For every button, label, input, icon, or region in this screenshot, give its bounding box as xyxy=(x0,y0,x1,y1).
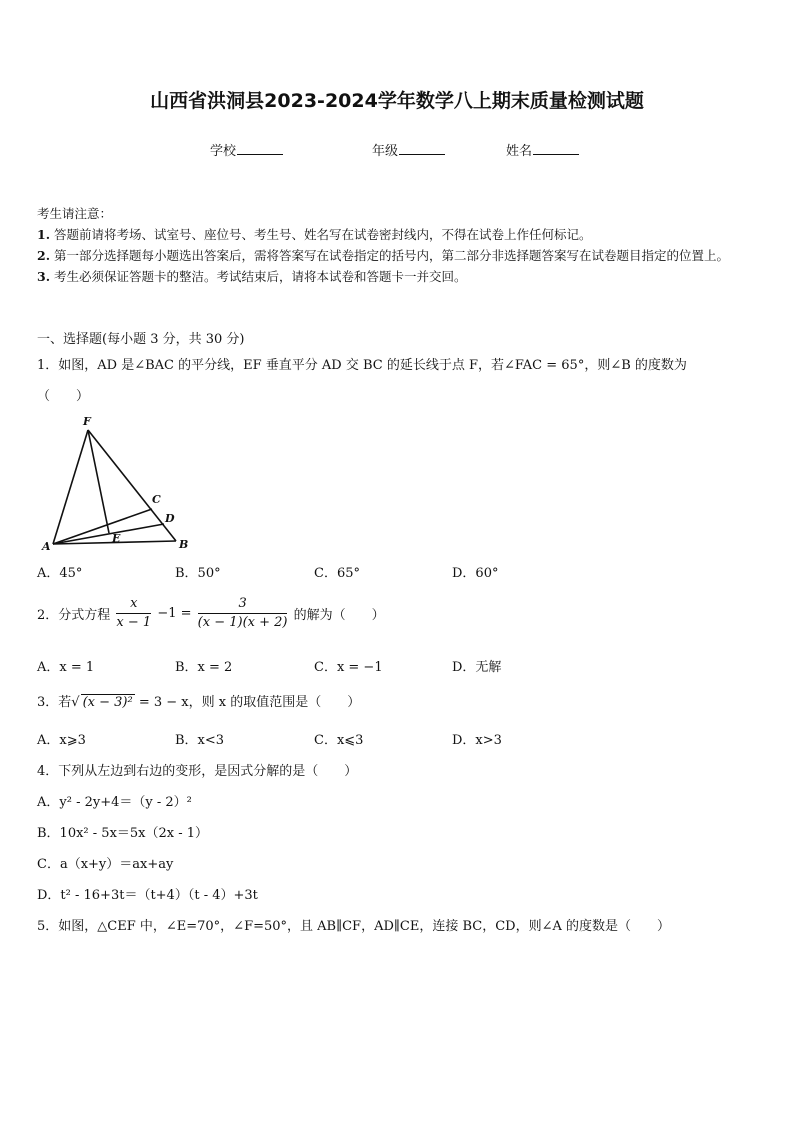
q3-suffix: = 3 − x，则 x 的取值范围是（ ） xyxy=(138,695,361,710)
q3-option-a[interactable]: A．x⩾3 xyxy=(37,733,86,748)
segment-ac xyxy=(53,509,152,544)
name-blank[interactable] xyxy=(533,142,579,155)
q1-option-d[interactable]: D．60° xyxy=(452,566,499,581)
school-blank[interactable] xyxy=(237,142,283,155)
q2-suffix: 的解为（ ） xyxy=(293,608,385,623)
segment-af xyxy=(53,430,88,544)
note-num: 1. xyxy=(37,227,51,242)
label-f: F xyxy=(83,415,91,428)
q2-prefix: 2．分式方程 xyxy=(37,608,111,623)
note-item-1 xyxy=(37,224,762,245)
label-d: D xyxy=(165,512,175,525)
q3-option-d[interactable]: D．x>3 xyxy=(452,733,502,748)
note-num: 2. xyxy=(37,248,51,263)
q4-option-a[interactable]: A．y² - 2y+4＝（y - 2）² xyxy=(37,795,192,810)
note-text: 第一部分选择题每小题选出答案后，需将答案写在试卷指定的括号内，第二部分非选择题答案写在试卷题目指定的位置上。 xyxy=(54,248,730,263)
name-field[interactable] xyxy=(506,140,579,159)
question-5-stem: 5．如图，△CEF 中，∠E=70°，∠F=50°，且 AB∥CF，AD∥CE，连接 BC，CD，则∠A 的度数是（ ） xyxy=(37,919,670,934)
note-item-2 xyxy=(37,245,762,266)
name-label: 姓名 xyxy=(506,144,533,159)
q4-option-d[interactable]: D．t² - 16+3t＝（t+4）（t - 4）+3t xyxy=(37,888,258,903)
q3-prefix: 3．若 xyxy=(37,695,72,710)
section-heading: 一、选择题(每小题 3 分，共 30 分) xyxy=(37,332,245,347)
q3-option-b[interactable]: B．x<3 xyxy=(175,733,225,748)
q3-option-c[interactable]: C．x⩽3 xyxy=(314,733,364,748)
question-2-stem xyxy=(37,596,385,631)
label-e: E xyxy=(112,532,121,545)
q4-option-c[interactable]: C．a（x+y）＝ax+ay xyxy=(37,857,174,872)
q1-option-a[interactable]: A．45° xyxy=(37,566,83,581)
q2-option-d[interactable]: D．无解 xyxy=(452,660,502,675)
grade-label: 年级 xyxy=(372,144,399,159)
label-a: A xyxy=(42,540,51,552)
school-label: 学校 xyxy=(210,144,237,159)
school-field[interactable] xyxy=(210,140,283,159)
question-1-stem: 1．如图，AD 是∠BAC 的平分线，EF 垂直平分 AD 交 BC 的延长线于点 F，若∠FAC = 65°，则∠B 的度数为 xyxy=(37,358,687,373)
q2-option-b[interactable]: B．x = 2 xyxy=(175,660,233,675)
q2-mid: −1 = xyxy=(157,606,192,621)
note-num: 3. xyxy=(37,269,51,284)
note-item-3 xyxy=(37,266,762,287)
page-title: 山西省洪洞县2023-2024学年数学八上期末质量检测试题 xyxy=(150,90,644,112)
exam-notes xyxy=(37,203,762,287)
grade-blank[interactable] xyxy=(399,142,445,155)
q2-option-c[interactable]: C．x = −1 xyxy=(314,660,383,675)
q1-option-c[interactable]: C．65° xyxy=(314,566,360,581)
note-text: 考生必须保证答题卡的整洁。考试结束后，请将本试卷和答题卡一并交回。 xyxy=(54,269,467,284)
q2-option-a[interactable]: A．x = 1 xyxy=(37,660,95,675)
question-1-paren: （ ） xyxy=(37,389,90,404)
notes-header: 考生请注意： xyxy=(37,206,113,221)
q3-radical: (x − 3)² xyxy=(82,695,133,710)
note-text: 答题前请将考场、试室号、座位号、考生号、姓名写在试卷密封线内，不得在试卷上作任何标记。 xyxy=(54,227,592,242)
question-4-stem: 4．下列从左边到右边的变形，是因式分解的是（ ） xyxy=(37,764,358,779)
label-b: B xyxy=(179,538,189,551)
question-3-stem xyxy=(37,691,360,710)
q4-option-b[interactable]: B．10x² - 5x＝5x（2x - 1） xyxy=(37,826,209,841)
radical-icon: √ xyxy=(71,695,80,710)
q1-option-b[interactable]: B．50° xyxy=(175,566,221,581)
grade-field[interactable] xyxy=(372,140,445,159)
q2-fraction-left: $\frac{x}{x - 1}$ xyxy=(116,596,152,630)
question-1-figure xyxy=(40,412,196,552)
q2-fraction-right: $\frac{3}{(x - 1)(x + 2)}$ xyxy=(197,596,288,630)
label-c: C xyxy=(152,493,161,506)
segment-fe xyxy=(88,430,109,533)
